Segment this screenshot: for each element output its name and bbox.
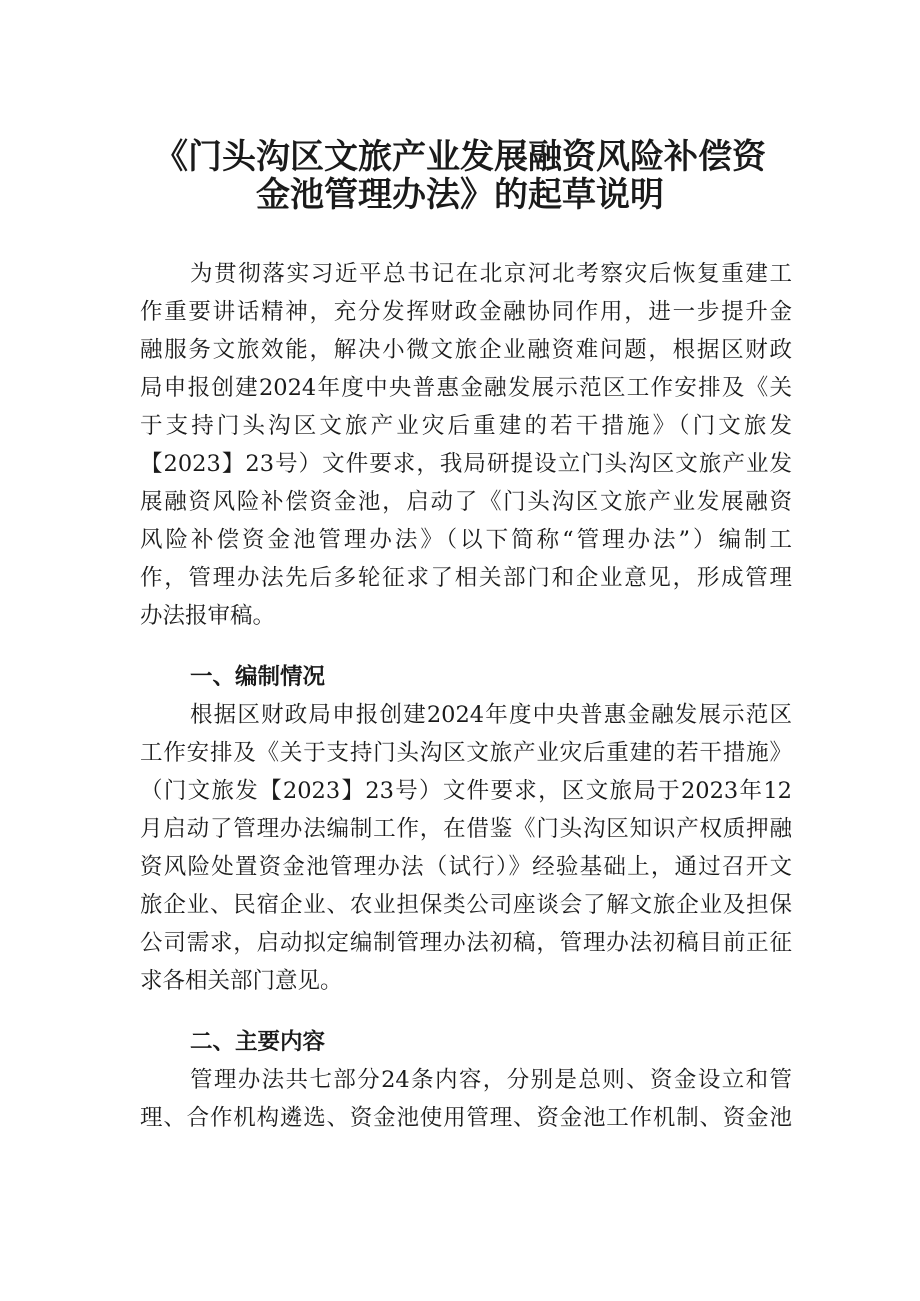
intro-paragraph-line: 展融资风险补偿资金池，启动了《门头沟区文旅产业发展融资 <box>140 489 792 515</box>
document-title-line-2: 金池管理办法》的起草说明 <box>256 175 664 215</box>
intro-paragraph-line: 于支持门头沟区文旅产业灾后重建的若干措施》（门文旅发 <box>140 413 792 439</box>
section1-paragraph-line: 旅企业、民宿企业、农业担保类公司座谈会了解文旅企业及担保 <box>140 892 792 918</box>
intro-paragraph-line: 融服务文旅效能，解决小微文旅企业融资难问题，根据区财政 <box>140 337 792 363</box>
intro-paragraph-line: 为贯彻落实习近平总书记在北京河北考察灾后恢复重建工 <box>190 261 792 287</box>
intro-paragraph-line: 办法报审稿。 <box>140 603 276 629</box>
section1-paragraph-line: 公司需求，启动拟定编制管理办法初稿，管理办法初稿目前正征 <box>140 930 792 956</box>
intro-paragraph-line: 作重要讲话精神，充分发挥财政金融协同作用，进一步提升金 <box>140 299 792 325</box>
section1-paragraph-line: 求各相关部门意见。 <box>140 968 343 994</box>
section-heading-compilation: 一、编制情况 <box>190 664 326 690</box>
section2-paragraph-line: 管理办法共七部分24条内容，分别是总则、资金设立和管 <box>190 1067 792 1093</box>
document-title-line-1: 《门头沟区文旅产业发展融资风险补偿资 <box>154 137 766 177</box>
section1-paragraph-line: 资风险处置资金池管理办法（试行）》经验基础上，通过召开文 <box>140 854 792 880</box>
intro-paragraph-line: 作，管理办法先后多轮征求了相关部门和企业意见，形成管理 <box>140 565 792 591</box>
section2-paragraph-line: 理、合作机构遴选、资金池使用管理、资金池工作机制、资金池 <box>140 1105 792 1131</box>
section1-paragraph-line: （门文旅发【2023】23号）文件要求，区文旅局于2023年12 <box>140 778 792 804</box>
section1-paragraph-line: 根据区财政局申报创建2024年度中央普惠金融发展示范区 <box>190 702 792 728</box>
section1-paragraph-line: 工作安排及《关于支持门头沟区文旅产业灾后重建的若干措施》 <box>140 740 792 766</box>
section-heading-main-content: 二、主要内容 <box>190 1029 326 1055</box>
section1-paragraph-line: 月启动了管理办法编制工作，在借鉴《门头沟区知识产权质押融 <box>140 816 792 842</box>
intro-paragraph-line: 局申报创建2024年度中央普惠金融发展示范区工作安排及《关 <box>140 375 792 401</box>
intro-paragraph-line: 【2023】23号）文件要求，我局研提设立门头沟区文旅产业发 <box>140 451 792 477</box>
intro-paragraph-line: 风险补偿资金池管理办法》（以下简称“管理办法”）编制工 <box>140 527 792 553</box>
